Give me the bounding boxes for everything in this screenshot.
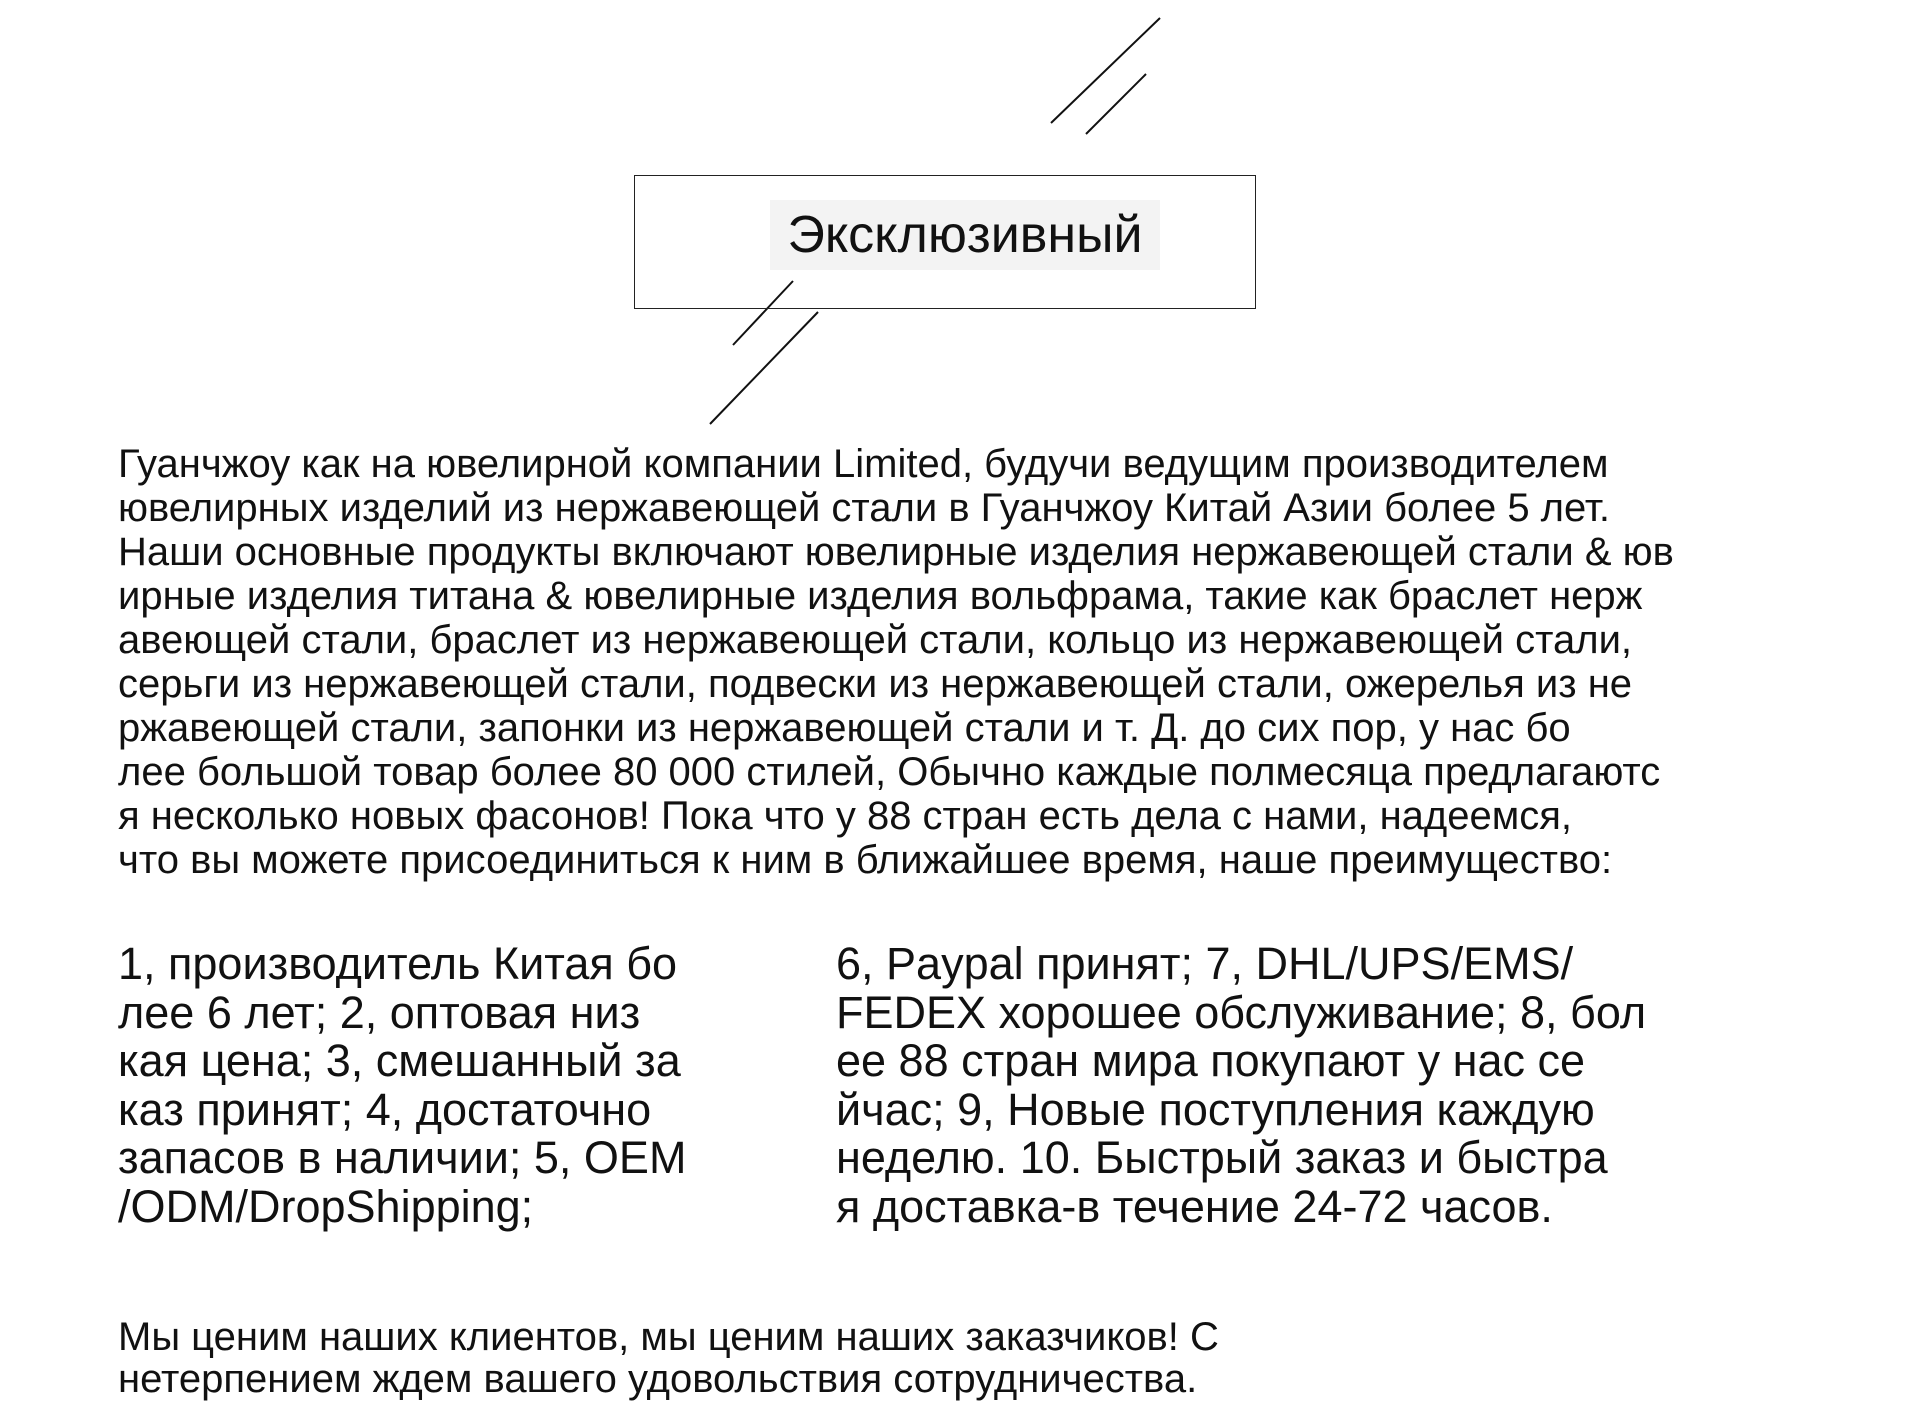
closing-statement [118, 1316, 1518, 1400]
advantage-line: кая цена; 3, смешанный за [118, 1035, 681, 1086]
intro-line: ирные изделия титана & ювелирные изделия вольфрама, такие как браслет нерж [118, 574, 1643, 618]
advantages-right-column [836, 940, 1836, 1231]
intro-line: что вы можете присоединиться к ним в ближайшее время, наше преимущество: [118, 838, 1613, 882]
intro-line: Гуанчжоу как на ювелирной компании Limited, будучи ведущим производителем [118, 442, 1609, 486]
intro-line: серьги из нержавеющей стали, подвески из нержавеющей стали, ожерелья из не [118, 662, 1633, 706]
intro-line: ржавеющей стали, запонки из нержавеющей стали и т. Д. до сих пор, у нас бо [118, 706, 1571, 750]
company-description [118, 442, 1828, 882]
top-slash-short [1086, 74, 1146, 134]
closing-line: нетерпением ждем вашего удовольствия сотрудничества. [118, 1357, 1198, 1401]
intro-line: ювелирных изделий из нержавеющей стали в Гуанчжоу Китай Азии более 5 лет. [118, 486, 1610, 530]
advantage-line: запасов в наличии; 5, OEM [118, 1132, 687, 1183]
advantage-line: лее 6 лет; 2, оптовая низ [118, 986, 641, 1038]
advantage-line: FEDEX хорошее обслуживание; 8, бол [836, 986, 1647, 1038]
intro-line: я несколько новых фасонов! Пока что у 88 стран есть дела с нами, надеемся, [118, 794, 1573, 838]
advantage-line: 6, Paypal принят; 7, DHL/UPS/EMS/ [836, 938, 1574, 989]
advantage-line: 1, производитель Китая бо [118, 940, 678, 989]
advantage-line: каз принят; 4, достаточно [118, 1083, 652, 1135]
top-slash-long [1051, 18, 1160, 123]
intro-line: Наши основные продукты включают ювелирные изделия нержавеющей стали & юв [118, 530, 1674, 574]
banner-title: Эксклюзивный [770, 200, 1160, 270]
advantage-line: я доставка-в течение 24-72 часов. [836, 1180, 1553, 1232]
advantage-line: йчас; 9, Новые поступления каждую [836, 1083, 1595, 1135]
advantages-left-column [118, 940, 738, 1240]
closing-line: Мы ценим наших клиентов, мы ценим наших заказчиков! С [118, 1315, 1219, 1359]
intro-line: лее большой товар более 80 000 стилей, Обычно каждые полмесяца предлагаютс [118, 750, 1661, 794]
advantage-line: /ODM/DropShipping; [118, 1180, 534, 1232]
advantage-line: ее 88 стран мира покупают у нас се [836, 1035, 1586, 1086]
advantage-line: неделю. 10. Быстрый заказ и быстра [836, 1132, 1608, 1183]
bottom-slash-long [710, 312, 818, 424]
intro-line: авеющей стали, браслет из нержавеющей стали, кольцо из нержавеющей стали, [118, 618, 1633, 662]
